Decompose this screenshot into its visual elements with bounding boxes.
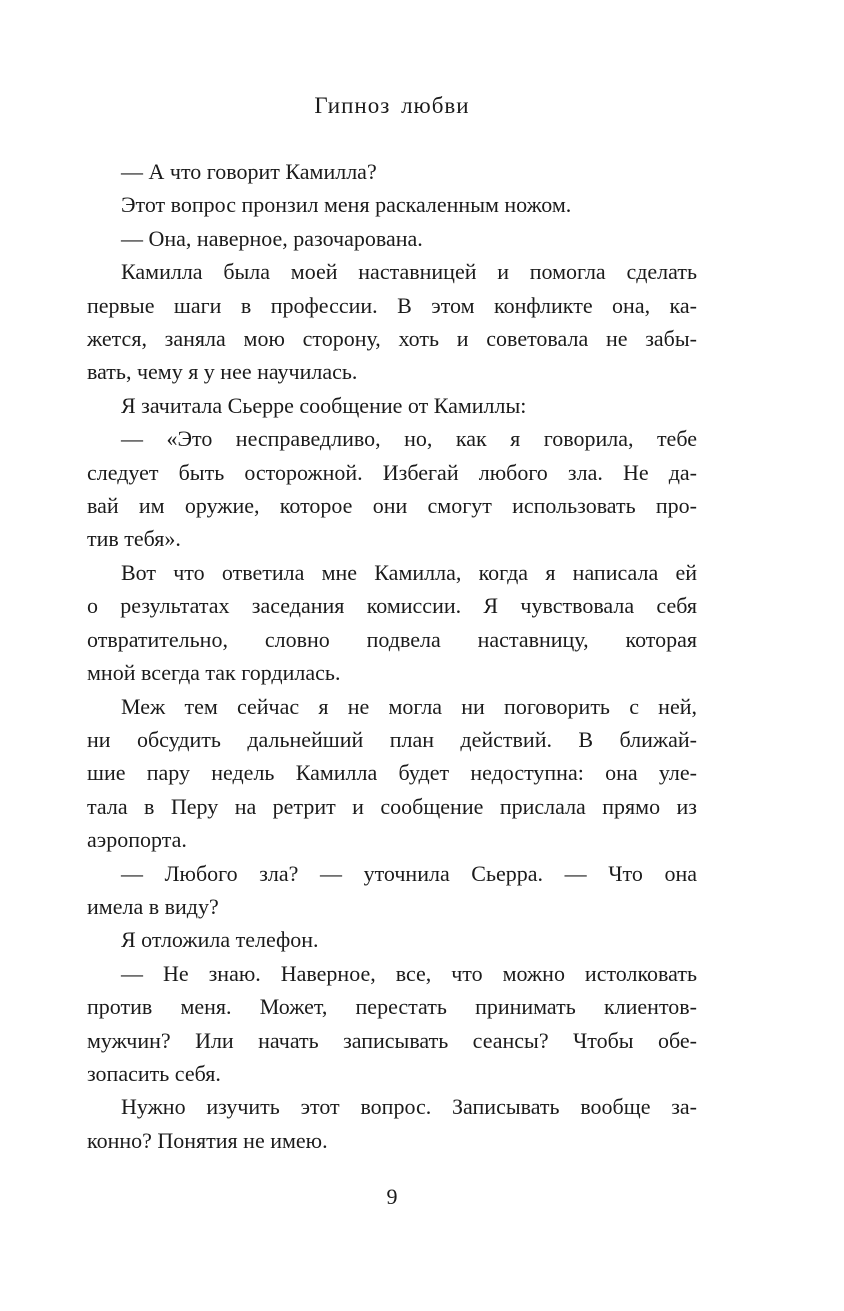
text-line: вай им оружие, которое они смогут использовать про- <box>87 493 697 519</box>
text-line: Я отложила телефон. <box>121 927 319 953</box>
text-line: шие пару недель Камилла будет недоступна: она уле- <box>87 760 697 786</box>
text-line: Вот что ответила мне Камилла, когда я написала ей <box>121 559 697 585</box>
text-line: — Не знаю. Наверное, все, что можно истолковать <box>121 960 697 986</box>
text-line: конно? Понятия не имею. <box>87 1127 328 1153</box>
text-line: — Любого зла? — уточнила Сьерра. — Что она <box>121 860 697 886</box>
text-line: Меж тем сейчас я не могла ни поговорить с ней, <box>121 693 697 719</box>
text-line: мужчин? Или начать записывать сеансы? Чтобы обе- <box>87 1027 697 1053</box>
text-line: Я зачитала Сьерре сообщение от Камиллы: <box>121 392 527 418</box>
text-line: тив тебя». <box>87 526 181 552</box>
text-line: имела в виду? <box>87 893 219 919</box>
text-line: Нужно изучить этот вопрос. Записывать вообще за- <box>121 1094 697 1120</box>
running-head: Гипноз любви <box>314 93 470 118</box>
text-line: зопасить себя. <box>87 1060 221 1086</box>
text-line: Этот вопрос пронзил меня раскаленным ножом. <box>121 192 572 218</box>
text-line: тала в Перу на ретрит и сообщение прислала прямо из <box>87 793 697 819</box>
body-text <box>87 155 697 1157</box>
text-line: мной всегда так гордилась. <box>87 660 341 686</box>
text-line: следует быть осторожной. Избегай любого зла. Не да- <box>87 459 697 485</box>
text-line: Камилла была моей наставницей и помогла сделать <box>121 259 697 285</box>
text-line: — А что говорит Камилла? <box>121 159 377 184</box>
text-line: против меня. Может, перестать принимать клиентов- <box>87 994 697 1020</box>
text-line: жется, заняла мою сторону, хоть и советовала не забы- <box>87 326 697 352</box>
text-line: — Она, наверное, разочарована. <box>121 225 423 251</box>
text-line: первые шаги в профессии. В этом конфликте она, ка- <box>87 292 697 318</box>
page-number: 9 <box>386 1184 398 1209</box>
text-line: вать, чему я у нее научилась. <box>87 359 358 385</box>
text-line: ни обсудить дальнейший план действий. В ближай- <box>87 726 697 752</box>
text-line: — «Это несправедливо, но, как я говорила, тебе <box>121 426 697 452</box>
text-line: аэропорта. <box>87 827 187 853</box>
text-line: о результатах заседания комиссии. Я чувствовала себя <box>87 593 697 619</box>
text-line: отвратительно, словно подвела наставницу, которая <box>87 626 697 652</box>
